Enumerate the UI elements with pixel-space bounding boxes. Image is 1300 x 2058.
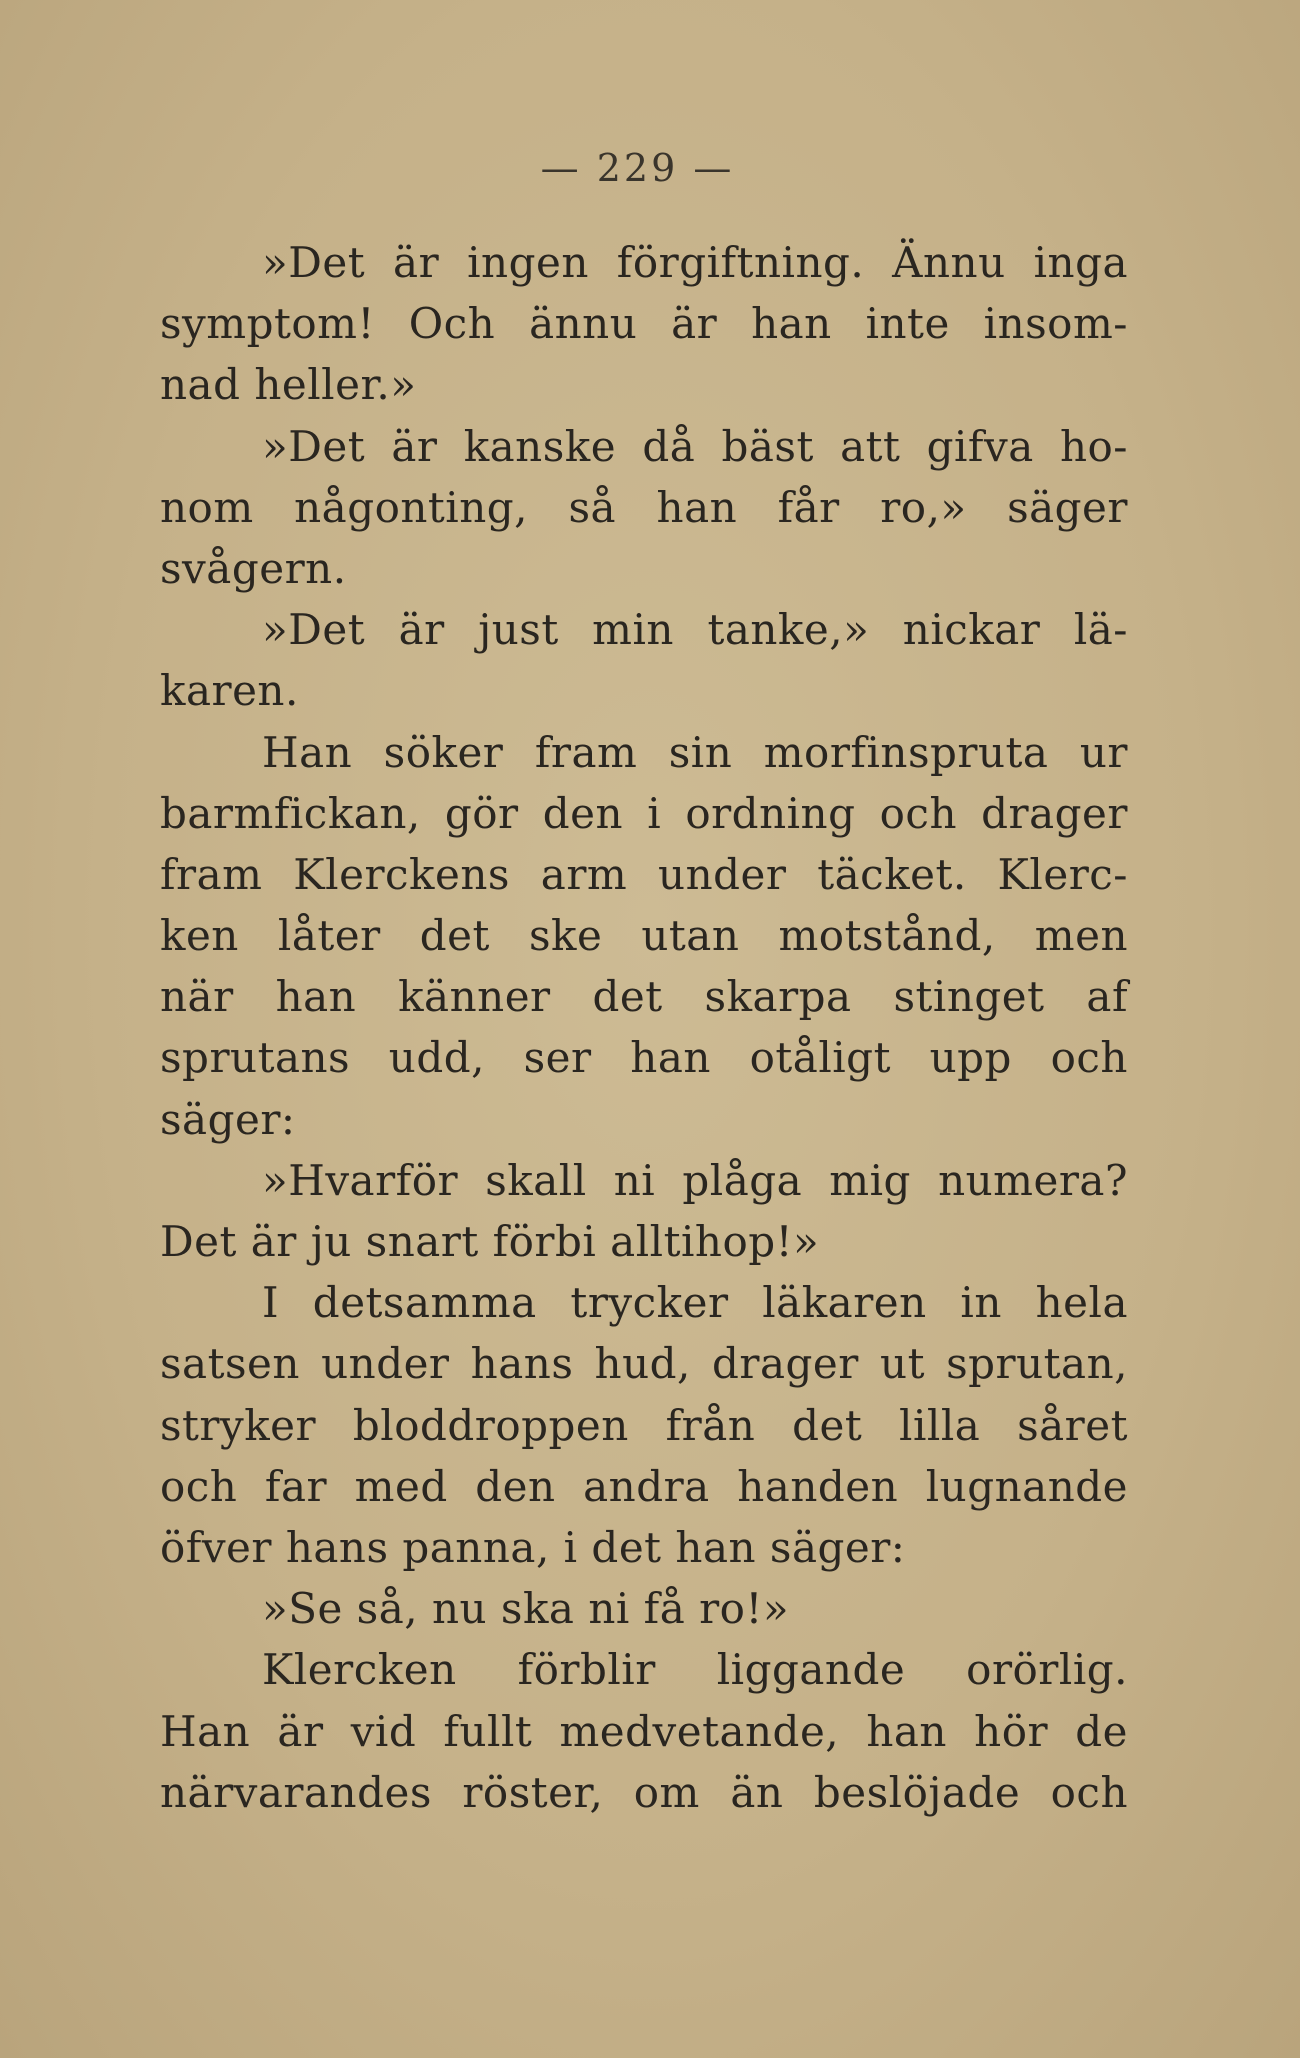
- text-line: barmfickan, gör den i ordning och drager: [160, 788, 1128, 838]
- text-line: »Det är just min tanke,» nickar lä-: [262, 605, 1128, 655]
- text-line: I detsamma trycker läkaren in hela: [262, 1278, 1128, 1328]
- text-line: »Det är ingen förgiftning. Ännu inga: [262, 238, 1128, 287]
- text-line: öfver hans panna, i det han säger:: [160, 1522, 906, 1572]
- text-line: satsen under hans hud, drager ut sprutan,: [160, 1339, 1128, 1389]
- text-line: stryker bloddroppen från det lilla såret: [160, 1400, 1128, 1450]
- page-number: — 229 —: [540, 146, 735, 190]
- text-line: Han är vid fullt medvetande, han hör de: [160, 1706, 1128, 1756]
- text-line: säger:: [160, 1094, 296, 1144]
- text-line: svågern.: [160, 543, 347, 593]
- text-line: när han känner det skarpa stinget af: [160, 972, 1128, 1022]
- text-line: och far med den andra handen lugnande: [160, 1461, 1128, 1511]
- text-line: symptom! Och ännu är han inte insom-: [160, 299, 1128, 349]
- text-line: Han söker fram sin morfinspruta ur: [262, 727, 1128, 777]
- text-line: nom någonting, så han får ro,» säger: [160, 482, 1128, 532]
- text-line: fram Klerckens arm under täcket. Klerc-: [160, 849, 1128, 899]
- text-line: »Hvarför skall ni plåga mig numera?: [262, 1155, 1128, 1205]
- text-line: ken låter det ske utan motstånd, men: [160, 911, 1128, 961]
- text-line: sprutans udd, ser han otåligt upp och: [160, 1033, 1128, 1083]
- text-line: »Se så, nu ska ni få ro!»: [262, 1584, 790, 1634]
- body-text: [160, 232, 1128, 1823]
- text-line: Klercken förblir liggande orörlig.: [262, 1645, 1128, 1695]
- text-line: nad heller.»: [160, 360, 417, 410]
- text-line: närvarandes röster, om än beslöjade och: [160, 1767, 1128, 1817]
- text-line: karen.: [160, 666, 299, 716]
- text-line: »Det är kanske då bäst att gifva ho-: [262, 421, 1128, 471]
- text-line: Det är ju snart förbi alltihop!»: [160, 1217, 820, 1266]
